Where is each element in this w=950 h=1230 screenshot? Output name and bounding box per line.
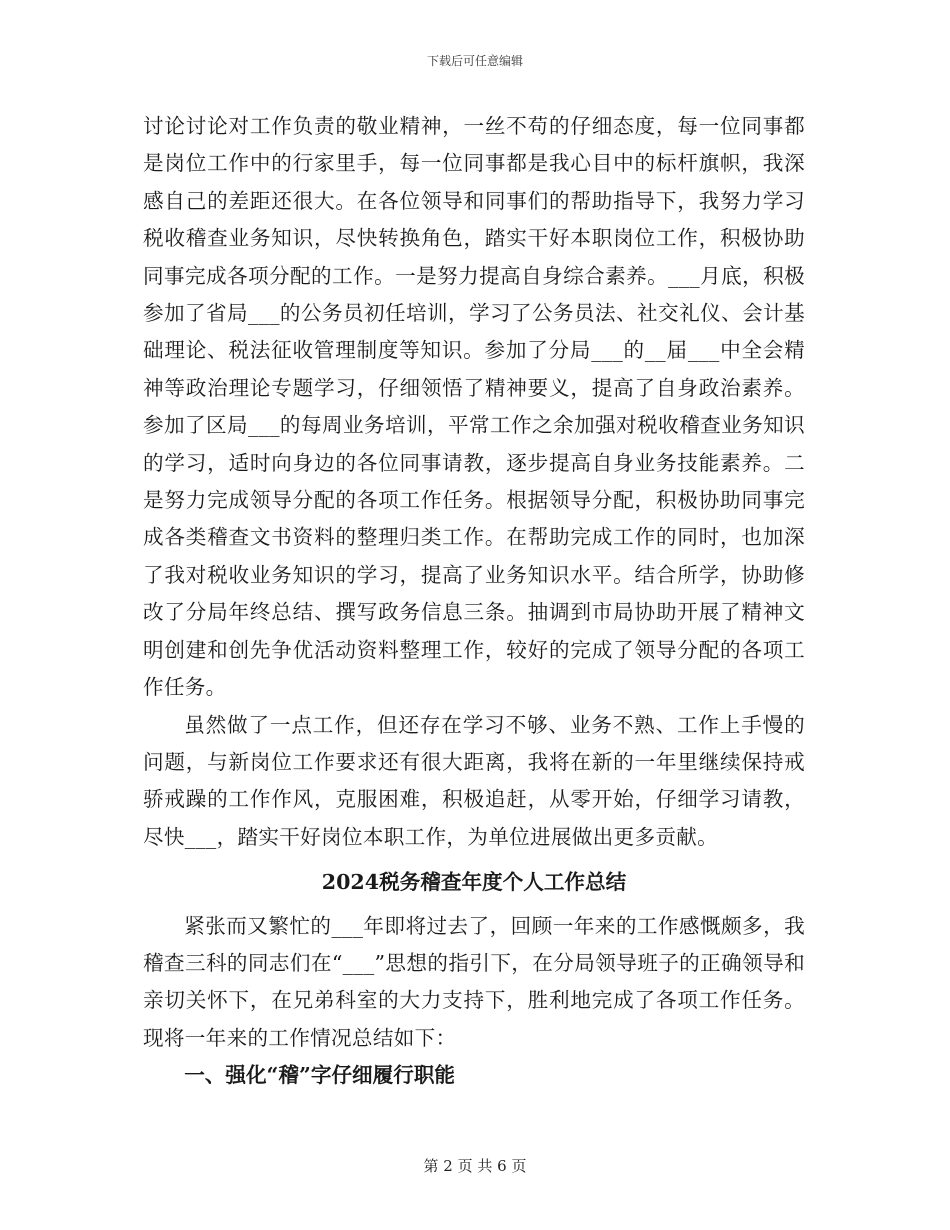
page-number: 第 2 页 共 6 页	[423, 1157, 527, 1175]
document-body	[143, 108, 805, 1095]
body-paragraph: 紧张而又繁忙的___年即将过去了，回顾一年来的工作感慨颇多，我稽查三科的同志们在“___”思想的指引下，在分局领导班子的正确领导和亲切关怀下，在兄弟科室的大力支持下，胜利地完成了各项工作任务。现将一年来的工作情况总结如下：	[143, 913, 805, 1050]
document-title: 2024税务稽查年度个人工作总结	[321, 870, 627, 895]
section-heading: 一、强化“稽”字仔细履行职能	[184, 1063, 456, 1088]
body-paragraph: 讨论讨论对工作负责的敬业精神，一丝不苟的仔细态度，每一位同事都是岗位工作中的行家里手，每一位同事都是我心目中的标杆旗帜，我深感自己的差距还很大。在各位领导和同事们的帮助指导下，我努力学习税收稽查业务知识，尽快转换角色，踏实干好本职岗位工作，积极协助同事完成各项分配的工作。一是努力提高自身综合素养。___月底，积极参加了省局___的公务员初任培训，学习了公务员法、社交礼仪、会计基础理论、税法征收管理制度等知识。参加了分局___的__届___中全会精神等政治理论专题学习，仔细领悟了精神要义，提高了自身政治素养。参加了区局___的每周业务培训，平常工作之余加强对税收稽查业务知识的学习，适时向身边的各位同事请教，逐步提高自身业务技能素养。二是努力完成领导分配的各项工作任务。根据领导分配，积极协助同事完成各类稽查文书资料的整理归类工作。在帮助完成工作的同时，也加深了我对税收业务知识的学习，提高了业务知识水平。结合所学，协助修改了分局年终总结、撰写政务信息三条。抽调到市局协助开展了精神文明创建和创先争优活动资料整理工作，较好的完成了领导分配的各项工作任务。	[143, 114, 805, 700]
body-paragraph: 虽然做了一点工作，但还存在学习不够、业务不熟、工作上手慢的问题，与新岗位工作要求还有很大距离，我将在新的一年里继续保持戒骄戒躁的工作作风，克服困难，积极追赶，从零开始，仔细学习请教，尽快___，踏实干好岗位本职工作，为单位进展做出更多贡献。	[143, 712, 805, 849]
page-header: 下载后可任意编辑	[426, 54, 523, 68]
